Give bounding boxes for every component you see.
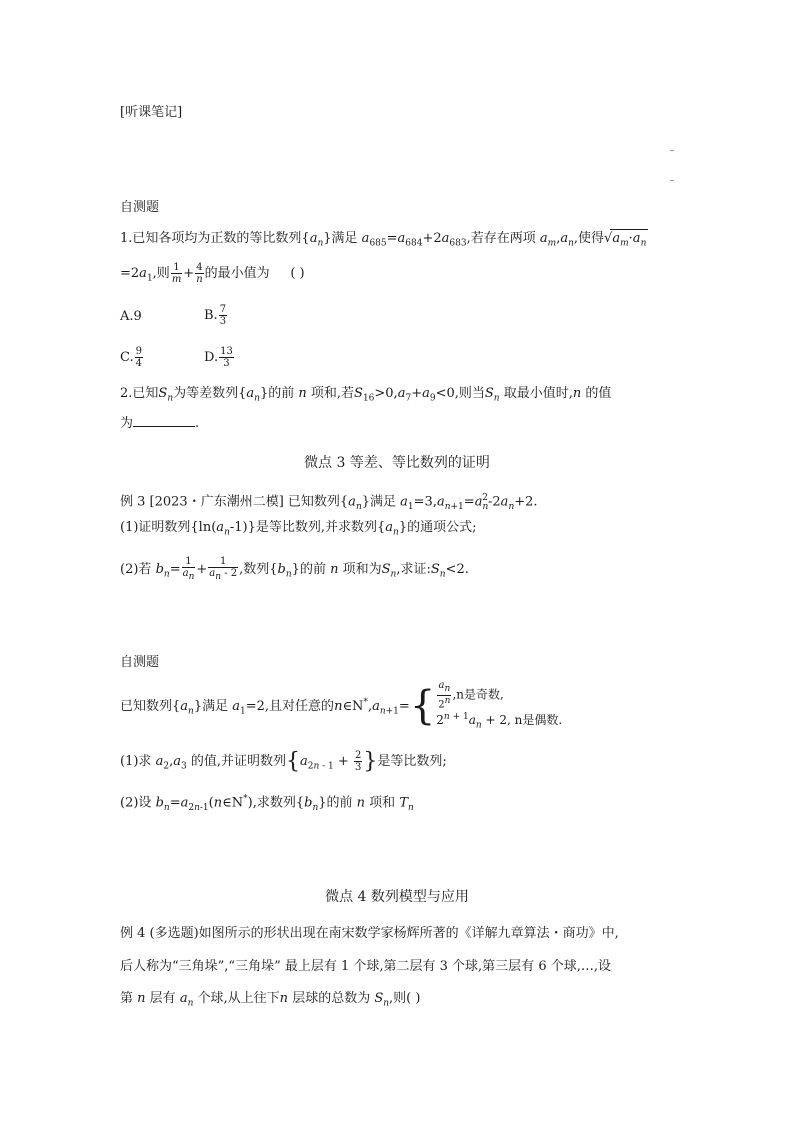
example-3-part-1: (1)证明数列$\{\ln(a_n-1)\}$是等比数列,并求数列$\{a_n\}$的通项公式; [120,520,477,538]
self-test-2-intro: 已知数列$\{a_n\}$满足 $a_1=2$,且对任意的$n\in N^*,a_{n+1}=${ $\frac{a_n}{2^n}$ ,n是奇数, $2^{n + 1}a_n + 2$, n是偶数. [120,680,563,731]
question-1-line-1: 1.已知各项均为正数的等比数列$\{a_n\}$满足 $a_{685}=a_{684}+2a_{683}$,若存在两项 $a_m,a_n$,使得$√a_m\cdot a_n$ [120,229,648,253]
self-test-heading: 自测题 [120,655,160,670]
section-3-title: 微点 3 等差、等比数列的证明 [304,455,490,471]
self-test-2-part-2: (2)设 $b_n=a_{2n-1}(n\in N^*)$,求数列$\{b_n\}$的前 n 项和 $T_n$ [120,794,414,813]
notes-label: [听课笔记] [120,105,183,120]
question-2-line-1: 2.已知$S_n$为等差数列$\{a_n\}$的前 n 项和,若$S_{16}>0,a_7+a_9<0$,则当$S_n$ 取最小值时,n 的值 [120,386,612,404]
margin-mark [670,150,674,151]
option-a: A.9 [120,309,142,324]
option-c: C. $\frac{9}{4}$ [120,346,142,369]
self-test-2-part-1: (1)求 $a_2,a_3$ 的值,并证明数列{$a_{2n - 1}$ + $\frac{2}{3}$ }是等比数列; [120,748,447,774]
option-b: B. $\frac{7}{3}$ [204,304,227,327]
question-1-line-2: $=2a_1$,则 $\frac{1}{m}$ + $\frac{4}{n}$ 的最小值为 ( ) [120,262,305,285]
example-3-line: 例 3 [2023・广东潮州二模] 已知数列$\{a_n\}$满足 $a_1=3,a_{n+1}=a_n^2-2a_n+2$. [120,493,538,512]
margin-mark [670,180,674,181]
self-test-heading: 自测题 [120,200,160,215]
question-2-line-2: 为 . [120,416,200,431]
option-d: D. $\frac{13}{3}$ [204,346,233,369]
answer-blank[interactable] [133,414,195,427]
example-3-part-2: (2)若 $b_n=$ $\frac{1}{a_n}$ + $\frac{1}{a_n - 2}$ ,数列$\{b_n\}$的前 n 项和为$S_n$,求证$:S_n<2$. [120,556,469,582]
section-4-title: 微点 4 数列模型与应用 [325,889,469,905]
example-4-line-1: 例 4 (多选题)如图所示的形状出现在南宋数学家杨辉所著的《详解九章算法・商功》中, [120,926,619,941]
example-4-line-3: 第 n 层有 $a_n$ 个球,从上往下n 层球的总数为 $S_n$,则( ) [120,991,421,1009]
example-4-line-2: 后人称为“三角垛”,“三角垛” 最上层有 1 个球,第二层有 3 个球,第三层有 6 个球,…,设 [120,959,611,974]
